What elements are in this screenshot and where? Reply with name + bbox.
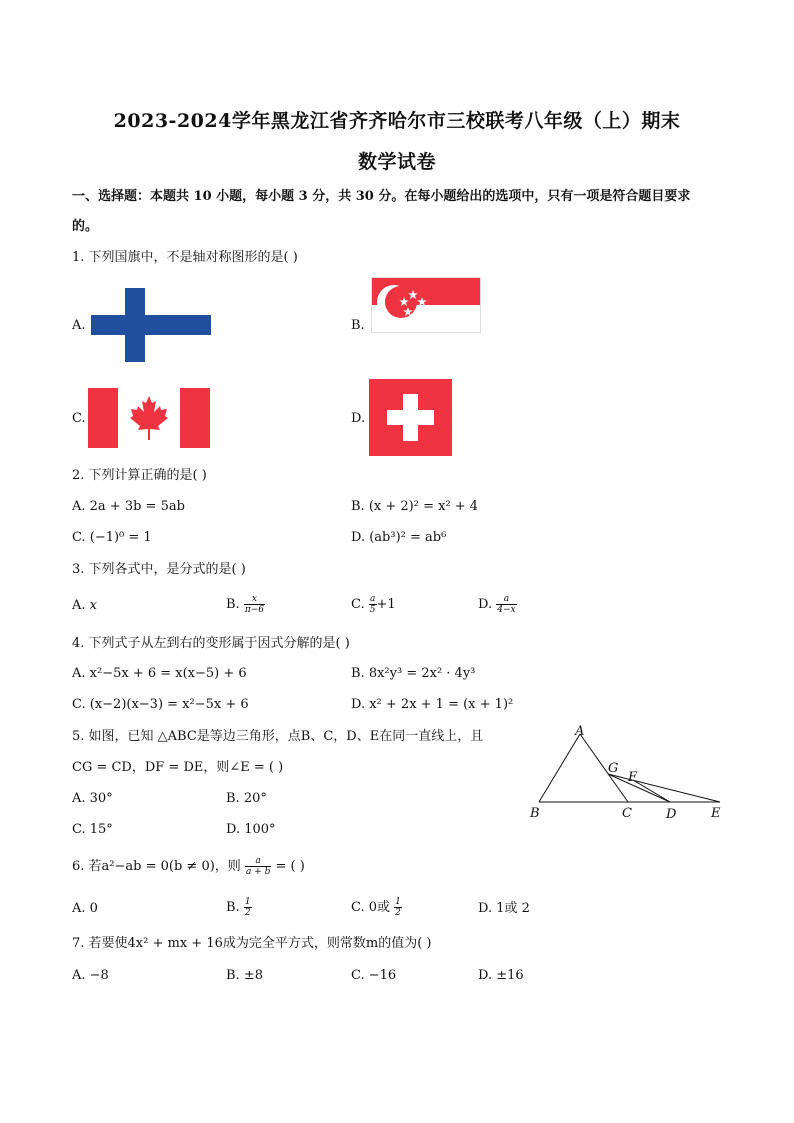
fraction-denominator: 4−x [497, 605, 516, 615]
q3-option-a [72, 598, 97, 614]
figure-label-f: F [628, 770, 638, 785]
q6-stem [72, 856, 305, 877]
section-instructions-line1: 一、选择题：本题共 10 小题，每小题 3 分，共 30 分。在每小题给出的选项中，只有一项是符合题目要求 [72, 189, 691, 204]
figure-label-b: B [530, 806, 540, 821]
singapore-flag [371, 277, 481, 333]
q5-option-c: C. 15° [72, 822, 113, 837]
q4-option-a: A. x²−5x + 6 = x(x−5) + 6 [72, 666, 247, 681]
q4-option-d: D. x² + 2x + 1 = (x + 1)² [351, 697, 514, 712]
q6-option-a: A. 0 [72, 901, 98, 916]
figure-label-c: C [622, 806, 632, 821]
q1-stem: 1. 下列国旗中，不是轴对称图形的是( ) [72, 250, 298, 265]
q6-stem-fraction [245, 856, 271, 877]
figure-label-d: D [666, 807, 677, 822]
q7-option-c: C. −16 [351, 968, 397, 983]
switzerland-flag [369, 379, 452, 456]
q3-option-b-fraction [244, 594, 265, 615]
fraction-denominator: 5 [369, 605, 376, 615]
q6-option-b-label: B. [226, 900, 240, 915]
q2-option-d: D. (ab³)² = ab⁶ [351, 530, 447, 545]
q1-option-a-label: A. [72, 318, 86, 333]
fraction-denominator: 2 [395, 908, 401, 918]
triangle-figure [520, 722, 730, 824]
q5-option-b: B. 20° [226, 791, 267, 806]
q6-option-b-fraction [244, 897, 252, 918]
fraction-denominator: 2 [244, 908, 251, 918]
q3-option-a-expr: x [89, 598, 98, 613]
q3-option-d [478, 594, 517, 615]
exam-title-line2: 数学试卷 [357, 151, 436, 173]
figure-label-g: G [608, 761, 619, 776]
q7-option-b: B. ±8 [226, 968, 263, 983]
q5-option-a: A. 30° [72, 791, 113, 806]
q1-option-b-label: B. [351, 318, 365, 333]
q3-option-c-label: C. [351, 597, 365, 612]
q6-stem-pre: 6. 若a²−ab = 0(b ≠ 0)，则 [72, 859, 241, 874]
exam-title-line1: 2023-2024学年黑龙江省齐齐哈尔市三校联考八年级（上）期末 [113, 110, 681, 132]
q2-option-c: C. (−1)⁰ = 1 [72, 530, 152, 545]
fraction-numerator: a [245, 856, 271, 867]
canada-flag [88, 388, 210, 448]
figure-label-a: A [575, 724, 585, 739]
q2-stem: 2. 下列计算正确的是( ) [72, 468, 207, 483]
q5-stem-line2: CG = CD，DF = DE，则∠E = ( ) [72, 760, 284, 775]
q4-option-c: C. (x−2)(x−3) = x²−5x + 6 [72, 697, 249, 712]
q7-option-d: D. ±16 [478, 968, 524, 983]
q6-option-c-fraction [394, 897, 402, 918]
q3-option-b-label: B. [226, 597, 240, 612]
q2-option-a: A. 2a + 3b = 5ab [72, 499, 185, 514]
fraction-numerator: 1 [395, 897, 401, 907]
finland-flag [91, 288, 211, 362]
fraction-numerator: a [496, 594, 516, 605]
q3-option-c-fraction [369, 594, 377, 615]
q6-option-b [226, 897, 252, 918]
q7-option-a: A. −8 [72, 968, 109, 983]
q3-option-d-fraction [496, 594, 516, 615]
figure-label-e: E [711, 806, 721, 821]
q6-option-c [351, 897, 402, 918]
q3-option-a-label: A. [72, 598, 86, 613]
fraction-denominator: a + b [245, 867, 271, 877]
q6-option-d: D. 1或 2 [478, 901, 530, 916]
q3-option-c-tail: +1 [376, 597, 396, 612]
fraction-numerator: 1 [244, 897, 251, 907]
q3-option-b [226, 594, 265, 615]
fraction-denominator: π−6 [244, 605, 265, 615]
q4-option-b: B. 8x²y³ = 2x² · 4y³ [351, 666, 476, 681]
section-instructions-line2: 的。 [72, 219, 99, 234]
q1-option-c-label: C. [72, 411, 86, 426]
q7-stem: 7. 若要使4x² + mx + 16成为完全平方式，则常数m的值为( ) [72, 936, 432, 951]
q2-option-b: B. (x + 2)² = x² + 4 [351, 499, 479, 514]
q3-stem: 3. 下列各式中，是分式的是( ) [72, 562, 246, 577]
q4-stem: 4. 下列式子从左到右的变形属于因式分解的是( ) [72, 636, 350, 651]
q5-stem-line1: 5. 如图，已知 △ABC是等边三角形，点B、C，D、E在同一直线上，且 [72, 729, 484, 744]
q3-option-d-label: D. [478, 597, 493, 612]
q6-option-c-label: C. 0或 [351, 900, 391, 915]
q3-option-c [351, 594, 396, 615]
q6-stem-post: = ( ) [275, 859, 305, 874]
fraction-numerator: x [244, 594, 265, 605]
fraction-numerator: a [369, 594, 376, 604]
q5-option-d: D. 100° [226, 822, 276, 837]
q1-option-d-label: D. [351, 411, 366, 426]
